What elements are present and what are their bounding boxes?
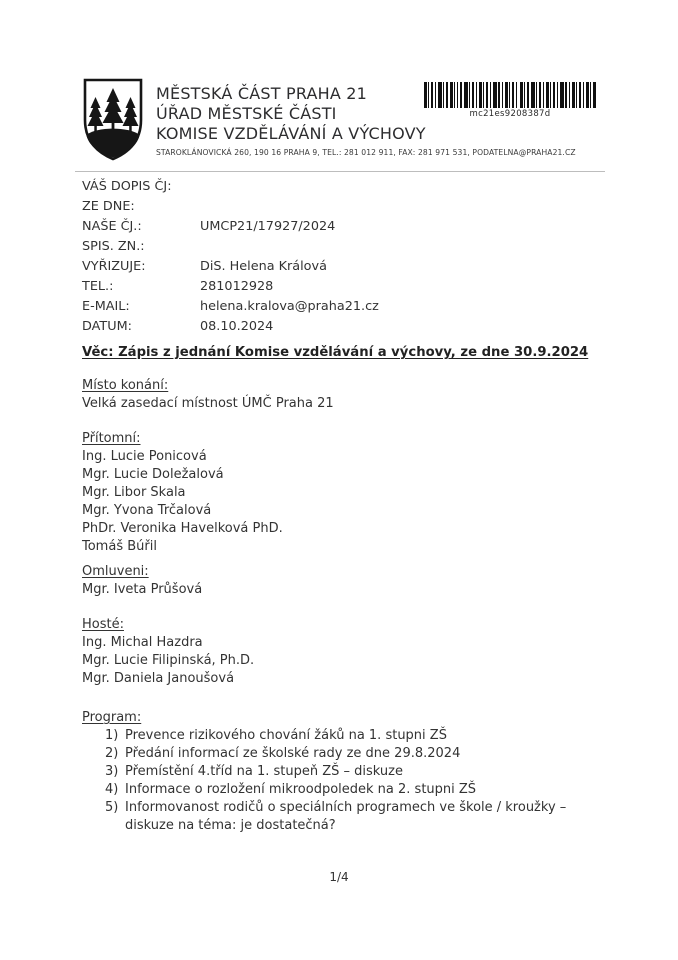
excused-name: Mgr. Iveta Průšová [82, 582, 203, 597]
meta-row-datum [82, 317, 379, 337]
attendee-name: PhDr. Veronika Havelková PhD. [82, 521, 283, 536]
meta-value: 281012928 [200, 279, 274, 294]
meta-value: DiS. Helena Králová [200, 259, 327, 274]
guest-name: Mgr. Lucie Filipinská, Ph.D. [82, 653, 255, 668]
section-heading: Přítomní: [82, 431, 141, 446]
address-line: STAROKLÁNOVICKÁ 260, 190 16 PRAHA 9, TEL.: 281 012 911, FAX: 281 971 531, PODATELNA@PRAHA21.CZ [156, 148, 576, 157]
section-guests [82, 616, 254, 688]
program-item [82, 745, 607, 763]
meta-row-tel [82, 277, 379, 297]
barcode-icon [424, 82, 596, 108]
meta-row-vyrizuje [82, 257, 379, 277]
program-item-text: Informovanost rodičů o speciálních programech ve škole / kroužky – diskuze na téma: je dostatečná? [125, 800, 567, 833]
meta-value: 08.10.2024 [200, 319, 274, 334]
section-heading: Hosté: [82, 617, 124, 632]
meta-row-ze-dne [82, 197, 379, 217]
program-item-number: 1) [105, 728, 119, 743]
attendee-name: Mgr. Libor Skala [82, 485, 186, 500]
page-number: 1/4 [329, 870, 349, 884]
header-divider [75, 171, 605, 172]
program-item-number: 2) [105, 746, 119, 761]
attendee-name: Ing. Lucie Ponicová [82, 449, 207, 464]
program-item-text: Prevence rizikového chování žáků na 1. stupni ZŠ [125, 728, 447, 743]
program-item-number: 5) [105, 800, 119, 815]
program-item [82, 727, 607, 745]
meta-label: SPIS. ZN.: [82, 239, 145, 254]
meta-label: TEL.: [82, 279, 114, 294]
coat-of-arms-logo [82, 78, 144, 162]
meta-label: NAŠE ČJ.: [82, 219, 142, 234]
program-item-text: Přemístění 4.tříd na 1. stupeň ZŠ – diskuze [125, 764, 403, 779]
meta-row-spis-zn [82, 237, 379, 257]
org-name-line: MĚSTSKÁ ČÁST PRAHA 21 [156, 84, 368, 103]
commission-name-line: KOMISE VZDĚLÁVÁNÍ A VÝCHOVY [156, 124, 426, 143]
program-item-text: Předání informací ze školské rady ze dne 29.8.2024 [125, 746, 461, 761]
office-name-line: ÚŘAD MĚSTSKÉ ČÁSTI [156, 104, 337, 123]
attendee-name: Mgr. Yvona Trčalová [82, 503, 212, 518]
venue-line: Velká zasedací místnost ÚMČ Praha 21 [82, 396, 334, 411]
meta-label: VYŘIZUJE: [82, 259, 146, 274]
meta-row-nase-cj [82, 217, 379, 237]
meta-value: helena.kralova@praha21.cz [200, 299, 379, 314]
section-heading: Program: [82, 710, 142, 725]
subject-line: Věc: Zápis z jednání Komise vzdělávání a výchovy, ze dne 30.9.2024 [82, 345, 589, 360]
attendee-name: Tomáš Búřil [82, 539, 157, 554]
meta-row-vas-dopis [82, 177, 379, 197]
program-item [82, 763, 607, 781]
program-item-text: Informace o rozložení mikroodpoledek na 2. stupni ZŠ [125, 782, 477, 797]
meta-label: DATUM: [82, 319, 132, 334]
section-heading: Místo konání: [82, 378, 169, 393]
program-item-number: 3) [105, 764, 119, 779]
barcode-text: mc21es9208387d [469, 109, 551, 119]
section-venue [82, 377, 334, 413]
attendee-name: Mgr. Lucie Doležalová [82, 467, 224, 482]
section-heading: Omluveni: [82, 564, 149, 579]
meta-label: E-MAIL: [82, 299, 130, 314]
program-item [82, 799, 607, 835]
barcode [424, 82, 596, 119]
program-item [82, 781, 607, 799]
section-program [82, 709, 607, 835]
letter-metadata [82, 177, 379, 337]
meta-label: VÁŠ DOPIS ČJ: [82, 179, 172, 194]
meta-value: UMCP21/17927/2024 [200, 219, 336, 234]
guest-name: Ing. Michal Hazdra [82, 635, 203, 650]
meta-label: ZE DNE: [82, 199, 135, 214]
program-item-number: 4) [105, 782, 119, 797]
guest-name: Mgr. Daniela Janoušová [82, 671, 235, 686]
section-excused [82, 563, 202, 599]
section-attendees [82, 430, 283, 556]
meta-row-email [82, 297, 379, 317]
